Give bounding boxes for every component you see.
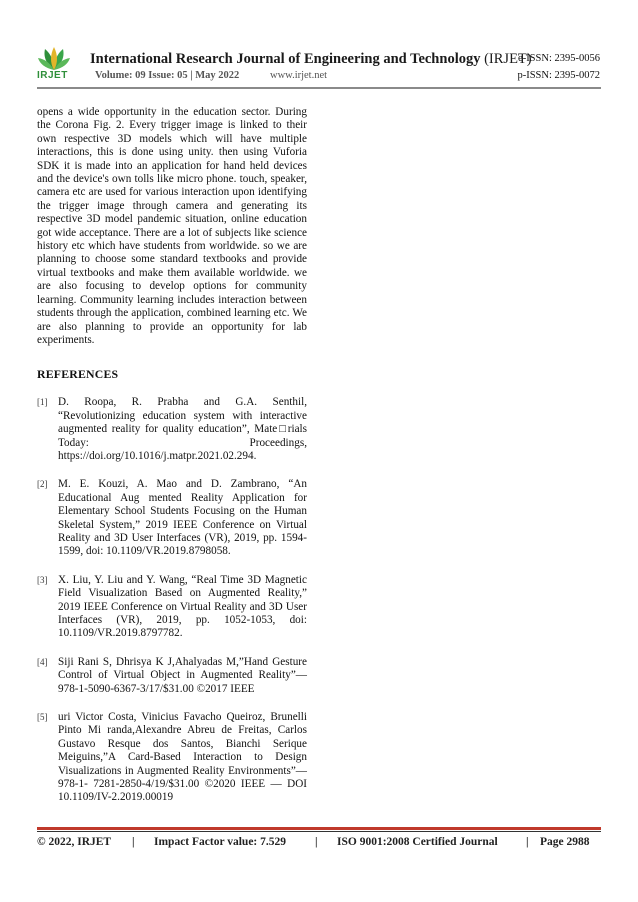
reference-text: Siji Rani S, Dhrisya K J,Ahalyadas M,”Hand Gesture Control of Virtual Object in Augmented Reality”—978-1-5090-6367-3/17/$31.00 ©2017 IEEE <box>58 655 307 695</box>
footer-impact-factor: Impact Factor value: 7.529 <box>154 836 287 848</box>
e-issn: e-ISSN: 2395-0056 <box>518 53 600 64</box>
footer-separator: | <box>526 836 529 848</box>
irjet-leaf-logo-icon <box>37 46 71 82</box>
footer-copyright: © 2022, IRJET <box>37 836 112 848</box>
reference-number: [3] <box>37 574 48 585</box>
reference-number: [4] <box>37 656 48 667</box>
reference-list <box>37 396 307 805</box>
logo-text: IRJET <box>37 70 68 81</box>
p-issn: p-ISSN: 2395-0072 <box>517 70 600 81</box>
reference-number: [5] <box>37 712 48 723</box>
reference-item <box>37 396 307 463</box>
reference-text: uri Victor Costa, Vinicius Favacho Queiroz, Brunelli Pinto Mi randa,Alexandre Abreu de Freitas, Carlos Gustavo Resque dos Santos, Bianchi Serique Meiguins,”A Card-Based Interaction to Design Visualizations in Augmented Reality Environments”— 978-1- 7281-2850-4/19/$31.00 ©2020 IEEE — DOI 10.1109/IV-2.2019.00019 <box>58 711 307 804</box>
reference-text: M. E. Kouzi, A. Mao and D. Zambrano, “An Educational Aug mented Reality Application for Elementary School Students Focusing on the Human Skeletal System,” 2019 IEEE Conference on Virtual Reality and 3D User Interfaces (VR), 2019, pp. 1594-1599, doi: 10.1109/VR.2019.8798058. <box>58 478 307 558</box>
reference-item <box>37 711 307 805</box>
left-column <box>37 106 307 820</box>
volume-info: Volume: 09 Issue: 05 | May 2022 <box>95 70 240 81</box>
reference-item <box>37 478 307 558</box>
page-header <box>37 46 600 86</box>
reference-text: D. Roopa, R. Prabha and G.A. Senthil, “Revolutionizing education system with interactive augmented reality for quality education”, Mate□rials Today: Proceedings, https://doi.org/10.1016/j.matpr.2021.02.294. <box>58 396 307 462</box>
reference-number: [2] <box>37 479 48 490</box>
footer-page-number: Page 2988 <box>540 836 590 848</box>
footer-separator: | <box>132 836 135 848</box>
reference-number: [1] <box>37 397 48 408</box>
footer-separator: | <box>315 836 318 848</box>
body-paragraph: opens a wide opportunity in the education sector. During the Corona Fig. 2. Every trigger image is linked to their own respective 3D models which will have multiple interactions, this is done using unity. then using Vuforia SDK it is made into an application for hand held devices and the device's own tolls like micro phone. touch, speaker, camera etc are used for various interaction upon identifying the trigger image through camera and generating its respective 3D model pandemic situation, online education got wide acceptance. There are a lot of subjects like science history etc which have students from worldwide. so we are planning to choose some standard textbooks and provide virtual textbooks and make them available worldwide. we are also focusing to develop options for community learning. Community learning includes interaction between students through the application, combined learning etc. We are also planning to provide an opportunity for lab experiments. <box>37 106 307 346</box>
journal-title: International Research Journal of Engineering and Technology (IRJET) <box>90 51 532 67</box>
header-divider <box>37 87 601 89</box>
footer-iso: ISO 9001:2008 Certified Journal <box>337 836 498 848</box>
footer-divider-red <box>37 827 601 830</box>
references-heading: REFERENCES <box>37 367 119 382</box>
footer-divider <box>37 831 601 832</box>
reference-text: X. Liu, Y. Liu and Y. Wang, “Real Time 3D Magnetic Field Visualization Based on Augmented Reality,” 2019 IEEE Conference on Virtual Reality and 3D User Interfaces (VR), 2019, pp. 1052-1053, doi: 10.1109/VR.2019.8797782. <box>58 573 307 640</box>
reference-item <box>37 656 307 696</box>
journal-abbr: (IRJET) <box>484 51 532 67</box>
website-link[interactable]: www.irjet.net <box>270 70 328 81</box>
reference-item <box>37 574 307 641</box>
